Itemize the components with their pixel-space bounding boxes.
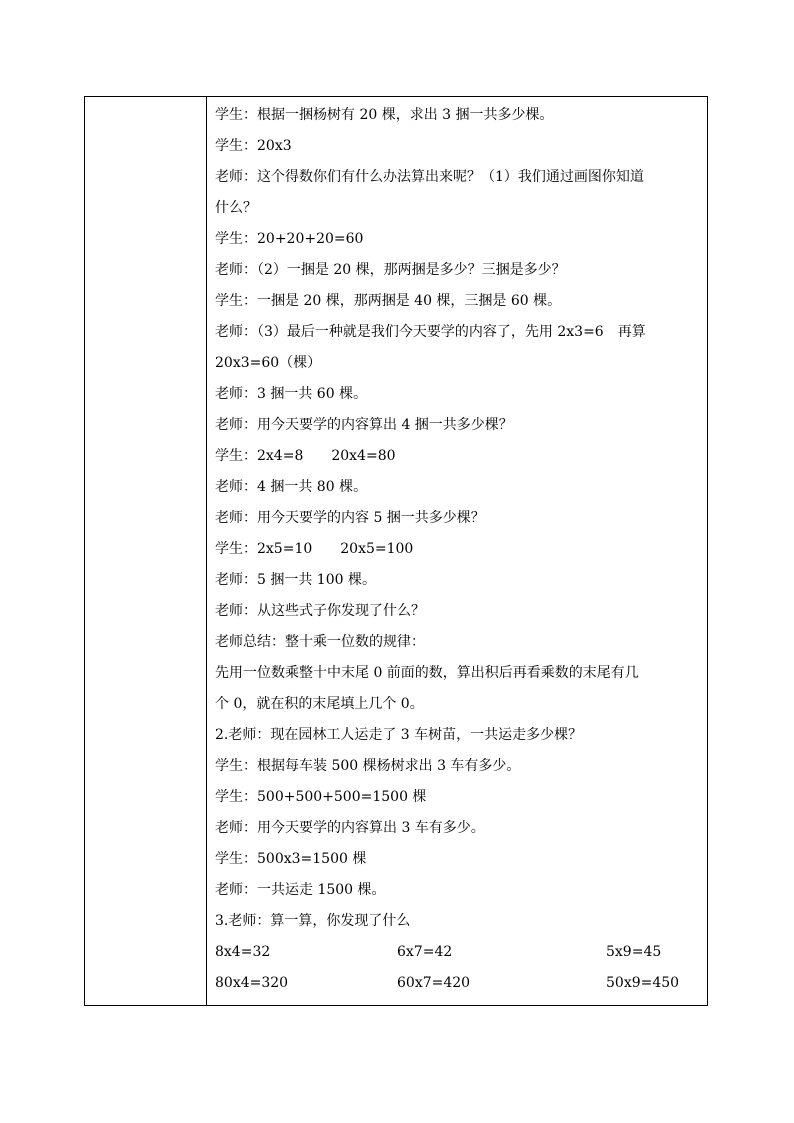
text-line: 3.老师：算一算，你发现了什么 xyxy=(215,913,411,929)
lesson-table xyxy=(84,96,708,1006)
text-line: 老师：（2）一捆是 20 棵，那两捆是多少？三捆是多少？ xyxy=(215,262,566,278)
text-line: 老师：用今天要学的内容算出 4 捆一共多少棵？ xyxy=(215,417,513,433)
text-line: 学生：500+500+500=1500 棵 xyxy=(215,789,427,805)
math-expression: 6x7=42 xyxy=(397,944,453,960)
text-line: 学生：500x3=1500 棵 xyxy=(215,851,367,867)
text-line: 学生：2x4=8 20x4=80 xyxy=(215,448,396,464)
text-line: 学生：根据每车装 500 棵杨树求出 3 车有多少。 xyxy=(215,758,521,774)
math-expression: 5x9=45 xyxy=(606,944,662,960)
math-row xyxy=(215,968,701,999)
math-row xyxy=(215,937,701,968)
text-line: 20x3=60（棵） xyxy=(215,355,322,371)
text-line: 学生：根据一捆杨树有 20 棵，求出 3 捆一共多少棵。 xyxy=(215,107,554,123)
text-line: 老师：用今天要学的内容算出 3 车有多少。 xyxy=(215,820,485,836)
text-line: 老师：这个得数你们有什么办法算出来呢？（1）我们通过画图你知道 xyxy=(215,169,644,185)
right-column-cell xyxy=(207,97,707,1005)
left-column-cell xyxy=(85,97,207,1005)
text-line: 个 0，就在积的末尾填上几个 0。 xyxy=(215,696,424,712)
text-line: 老师：5 捆一共 100 棵。 xyxy=(215,572,376,588)
text-line: 2.老师：现在园林工人运走了 3 车树苗，一共运走多少棵？ xyxy=(215,727,583,743)
text-line: 学生：20+20+20=60 xyxy=(215,231,364,247)
dialogue-content xyxy=(215,100,701,999)
text-line: 老师总结：整十乘一位数的规律： xyxy=(215,634,425,650)
text-line: 先用一位数乘整十中末尾 0 前面的数，算出积后再看乘数的末尾有几 xyxy=(215,665,639,681)
text-line: 老师：（3）最后一种就是我们今天要学的内容了，先用 2x3=6 再算 xyxy=(215,324,646,340)
text-line: 学生：一捆是 20 棵，那两捆是 40 棵，三捆是 60 棵。 xyxy=(215,293,562,309)
math-expression: 50x9=450 xyxy=(606,975,680,991)
text-line: 老师：用今天要学的内容 5 捆一共多少棵？ xyxy=(215,510,485,526)
text-line: 老师：一共运走 1500 棵。 xyxy=(215,882,386,898)
math-expression: 80x4=320 xyxy=(215,975,289,991)
text-line: 老师：4 捆一共 80 棵。 xyxy=(215,479,368,495)
math-expression: 8x4=32 xyxy=(215,944,271,960)
text-line: 学生：2x5=10 20x5=100 xyxy=(215,541,414,557)
text-line: 老师：3 捆一共 60 棵。 xyxy=(215,386,368,402)
math-expression: 60x7=420 xyxy=(397,975,471,991)
text-line: 学生：20x3 xyxy=(215,138,292,154)
text-line: 什么？ xyxy=(215,200,257,216)
text-line: 老师：从这些式子你发现了什么？ xyxy=(215,603,425,619)
